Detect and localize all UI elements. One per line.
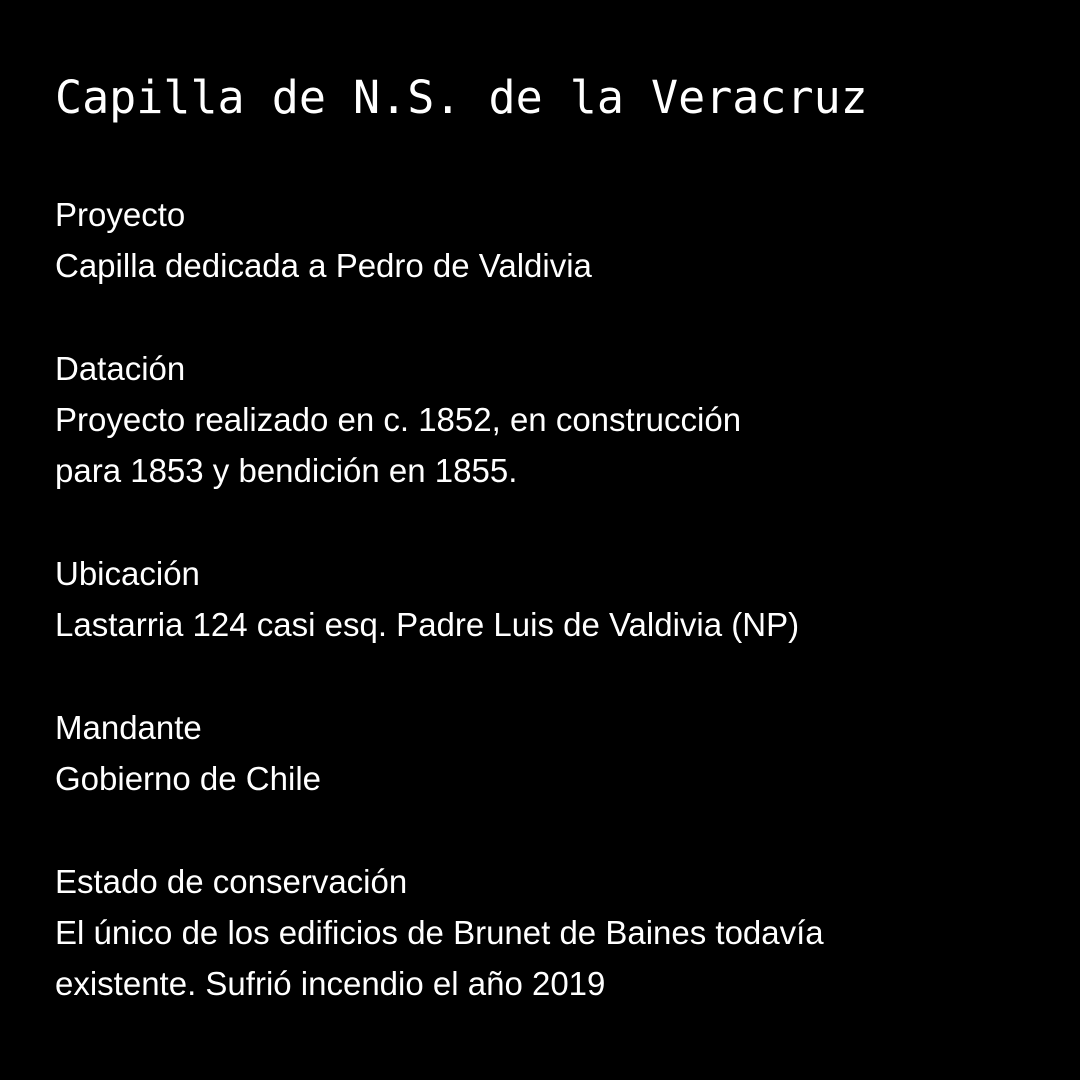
section-value: El único de los edificios de Brunet de Baines todavía xyxy=(55,914,824,952)
section-value: existente. Sufrió incendio el año 2019 xyxy=(55,965,606,1003)
section-proyecto xyxy=(55,189,824,292)
section-value: Proyecto realizado en c. 1852, en construcción xyxy=(55,401,742,439)
section-value: para 1853 y bendición en 1855. xyxy=(55,452,518,490)
page-title: Capilla de N.S. de la Veracruz xyxy=(55,71,868,124)
section-label: Ubicación xyxy=(55,555,200,593)
section-datacion xyxy=(55,343,824,497)
section-estado-de-conservacion xyxy=(55,856,824,1010)
section-label: Mandante xyxy=(55,708,202,746)
section-value: Capilla dedicada a Pedro de Valdivia xyxy=(55,247,592,285)
section-label: Proyecto xyxy=(55,196,186,233)
section-value: Gobierno de Chile xyxy=(55,760,321,798)
section-ubicacion xyxy=(55,548,824,651)
section-label: Datación xyxy=(55,349,186,387)
section-mandante xyxy=(55,702,824,805)
info-sections xyxy=(55,189,824,1010)
section-value: Lastarria 124 casi esq. Padre Luis de Valdivia (NP) xyxy=(55,606,800,644)
section-label: Estado de conservación xyxy=(55,862,408,900)
document-page xyxy=(55,0,1055,1080)
